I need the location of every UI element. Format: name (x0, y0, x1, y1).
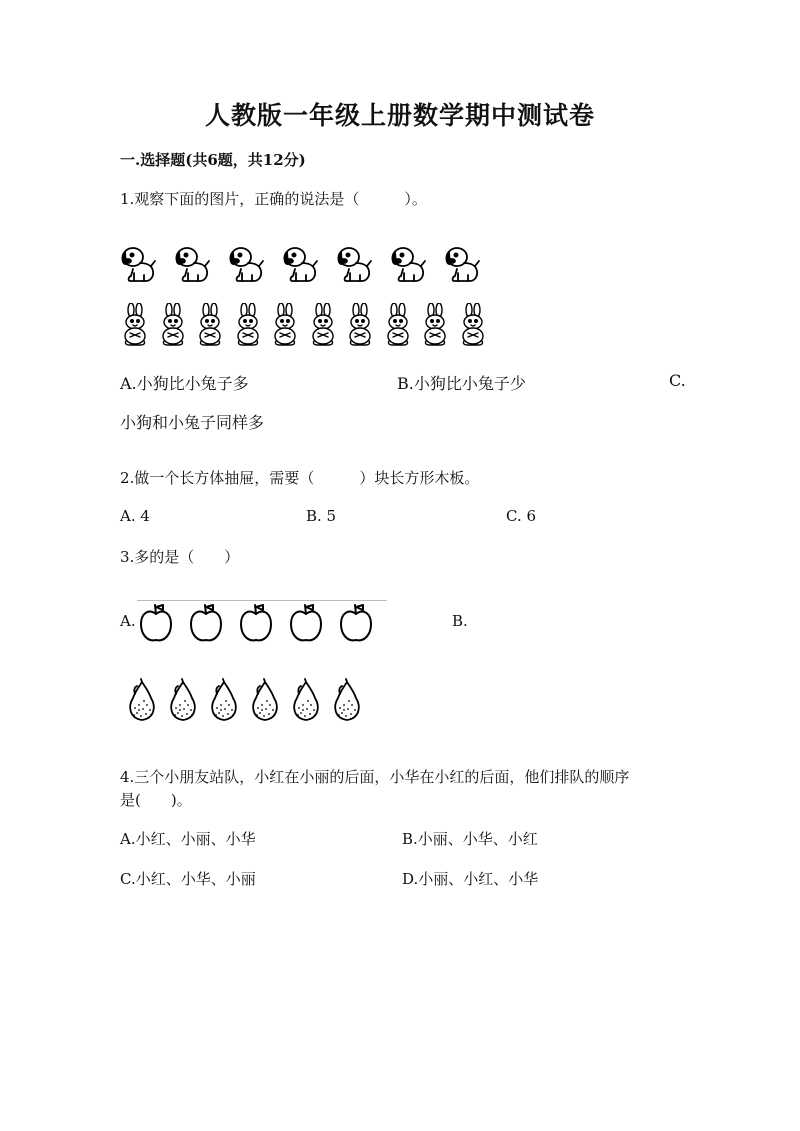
section-heading: 一.选择题(共6题，共12分) (120, 151, 306, 169)
pear-icon (125, 678, 159, 722)
dog-icon (336, 243, 372, 287)
dog-icon (120, 243, 156, 287)
question-3-option-b[interactable]: B. (452, 612, 468, 630)
apple-icon (188, 602, 224, 644)
question-2-option-a[interactable]: A. 4 (120, 507, 150, 525)
apple-icon (138, 602, 174, 644)
pear-icon (248, 678, 282, 722)
question-2-option-c[interactable]: C. 6 (506, 507, 537, 525)
question-4-stem-line2: 是( )。 (120, 791, 192, 809)
question-2-stem: 2.做一个长方体抽屉，需要（ ）块长方形木板。 (120, 469, 480, 487)
picture-top-rule (137, 600, 387, 601)
dog-icon (174, 243, 210, 287)
bunny-icon (345, 303, 375, 347)
pear-icon (330, 678, 364, 722)
bunny-icon (308, 303, 338, 347)
dog-icon (282, 243, 318, 287)
bunny-icon (195, 303, 225, 347)
dog-icon (390, 243, 426, 287)
pear-picture-row (125, 678, 371, 722)
bunny-icon (120, 303, 150, 347)
bunny-icon (270, 303, 300, 347)
apple-picture-row (138, 602, 388, 644)
question-4-option-c[interactable]: C.小红、小华、小丽 (120, 870, 256, 888)
bunny-icon (158, 303, 188, 347)
question-4-option-d[interactable]: D.小丽、小红、小华 (402, 870, 539, 888)
question-3-option-a[interactable]: A. (120, 612, 136, 630)
dog-picture-row (120, 243, 498, 287)
bunny-icon (420, 303, 450, 347)
question-1-option-b[interactable]: B.小狗比小兔子少 (397, 374, 526, 393)
pear-icon (289, 678, 323, 722)
question-3-stem: 3.多的是（ ） (120, 548, 240, 566)
question-1-stem: 1.观察下面的图片，正确的说法是（ ）。 (120, 190, 427, 208)
question-1-option-c-text[interactable]: 小狗和小兔子同样多 (120, 413, 265, 432)
question-4-option-a[interactable]: A.小红、小丽、小华 (120, 830, 256, 848)
pear-icon (207, 678, 241, 722)
bunny-icon (233, 303, 263, 347)
apple-icon (288, 602, 324, 644)
dog-icon (444, 243, 480, 287)
dog-icon (228, 243, 264, 287)
apple-icon (338, 602, 374, 644)
bunny-icon (458, 303, 488, 347)
bunny-icon (383, 303, 413, 347)
pear-icon (166, 678, 200, 722)
bunny-picture-row (120, 303, 495, 347)
question-4-stem-line1: 4.三个小朋友站队，小红在小丽的后面，小华在小红的后面，他们排队的顺序 (120, 768, 630, 786)
question-4-option-b[interactable]: B.小丽、小华、小红 (402, 830, 538, 848)
question-1-option-c-marker[interactable]: C. (669, 371, 686, 390)
question-1-option-a[interactable]: A.小狗比小兔子多 (120, 374, 249, 393)
question-2-option-b[interactable]: B. 5 (306, 507, 337, 525)
page-title: 人教版一年级上册数学期中测试卷 (204, 101, 595, 130)
apple-icon (238, 602, 274, 644)
